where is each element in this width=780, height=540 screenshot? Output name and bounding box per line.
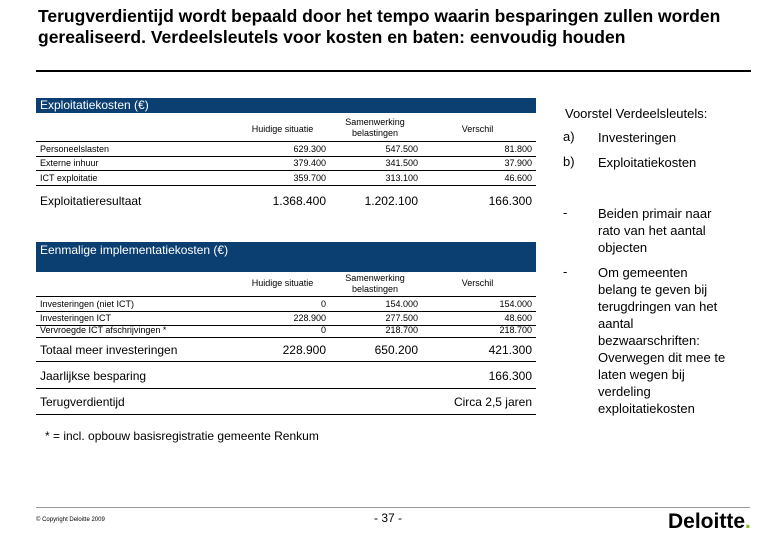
savings-label: Jaarlijkse besparing [40,369,147,383]
col-collab: Samenwerking belastingen [345,273,405,294]
row-diff: 154.000 [499,299,532,309]
proposal-title: Voorstel Verdeelsleutels: [565,106,708,121]
row-diff: 46.600 [504,173,532,183]
total-diff: 166.300 [488,194,532,208]
logo-dot: . [745,510,751,533]
table-row [36,171,536,186]
row-label: Investeringen (niet ICT) [40,299,135,309]
row-collab: 313.100 [385,173,418,183]
logo-text: Deloitte [668,510,746,533]
total-current: 1.368.400 [272,194,326,208]
page-number: - 37 - [374,511,403,525]
table-row [36,156,536,171]
savings-value: 166.300 [488,369,532,383]
total-label: Exploitatieresultaat [40,194,142,208]
row-current: 379.400 [293,158,326,168]
payback-label: Terugverdientijd [40,395,125,409]
savings-row [36,366,536,386]
list-marker: b) [563,154,575,169]
table-row [36,296,536,312]
col-current: Huidige situatie [251,124,314,134]
total-row [36,340,536,360]
total-collab: 650.200 [374,343,418,357]
row-diff: 81.800 [504,144,532,154]
row-label: Personeelslasten [40,144,110,154]
row-collab: 341.500 [385,158,418,168]
list-item: Exploitatiekosten [598,155,697,170]
table-row [36,323,536,338]
row-current: 228.900 [293,313,326,323]
page-title: Terugverdientijd wordt bepaald door het tempo waarin besparingen zullen worden gerealiseerd. Verdeelsleutels voor kosten en baten: eenvoudig houden [38,6,721,47]
title-divider [36,70,751,72]
row-diff: 48.600 [504,313,532,323]
row-collab: 547.500 [385,144,418,154]
row-label: ICT exploitatie [40,173,98,183]
col-current: Huidige situatie [251,278,314,288]
row-current: 359.700 [293,173,326,183]
row-current: 0 [320,325,326,335]
list-item: Investeringen [598,130,677,145]
copyright: © Copyright Deloitte 2009 [36,517,105,523]
row-label: Vervroegde ICT afschrijvingen * [40,325,167,335]
row-current: 0 [320,299,326,309]
row-collab: 218.700 [385,325,418,335]
divider [36,414,536,415]
row-current: 629.300 [293,144,326,154]
total-label: Totaal meer investeringen [40,343,178,357]
row-label: Investeringen ICT [40,313,112,323]
row-diff: 37.900 [504,158,532,168]
row-label: Externe inhuur [40,158,99,168]
list-marker: - [563,264,568,279]
row-collab: 154.000 [385,299,418,309]
payback-value: Circa 2,5 jaren [453,395,532,409]
footnote: * = incl. opbouw basisregistratie gemeente Renkum [45,429,319,443]
total-row [36,191,536,211]
total-diff: 421.300 [488,343,532,357]
payback-row [36,392,536,412]
col-diff: Verschil [461,124,494,134]
exploitatie-header: Exploitatiekosten (€) [36,98,536,113]
list-marker: a) [563,129,575,144]
list-item: Om gemeenten belang te geven bij terugdringen van het aantal bezwaarschriften: Overwegen dit mee te laten wegen bij verdeling exploitatiekosten [598,265,726,416]
row-diff: 218.700 [499,325,532,335]
col-diff: Verschil [461,278,494,288]
footer-divider [36,507,750,508]
total-collab: 1.202.100 [364,194,418,208]
total-current: 228.900 [282,343,326,357]
row-collab: 277.500 [385,313,418,323]
divider [36,361,536,362]
divider [36,388,536,389]
list-marker: - [563,205,568,220]
eenmalig-header: Eenmalige implementatiekosten (€) [36,242,536,272]
col-collab: Samenwerking belastingen [345,117,405,138]
table-row [36,141,536,157]
deloitte-logo [668,510,751,534]
list-item: Beiden primair naar rato van het aantal objecten [598,206,712,255]
